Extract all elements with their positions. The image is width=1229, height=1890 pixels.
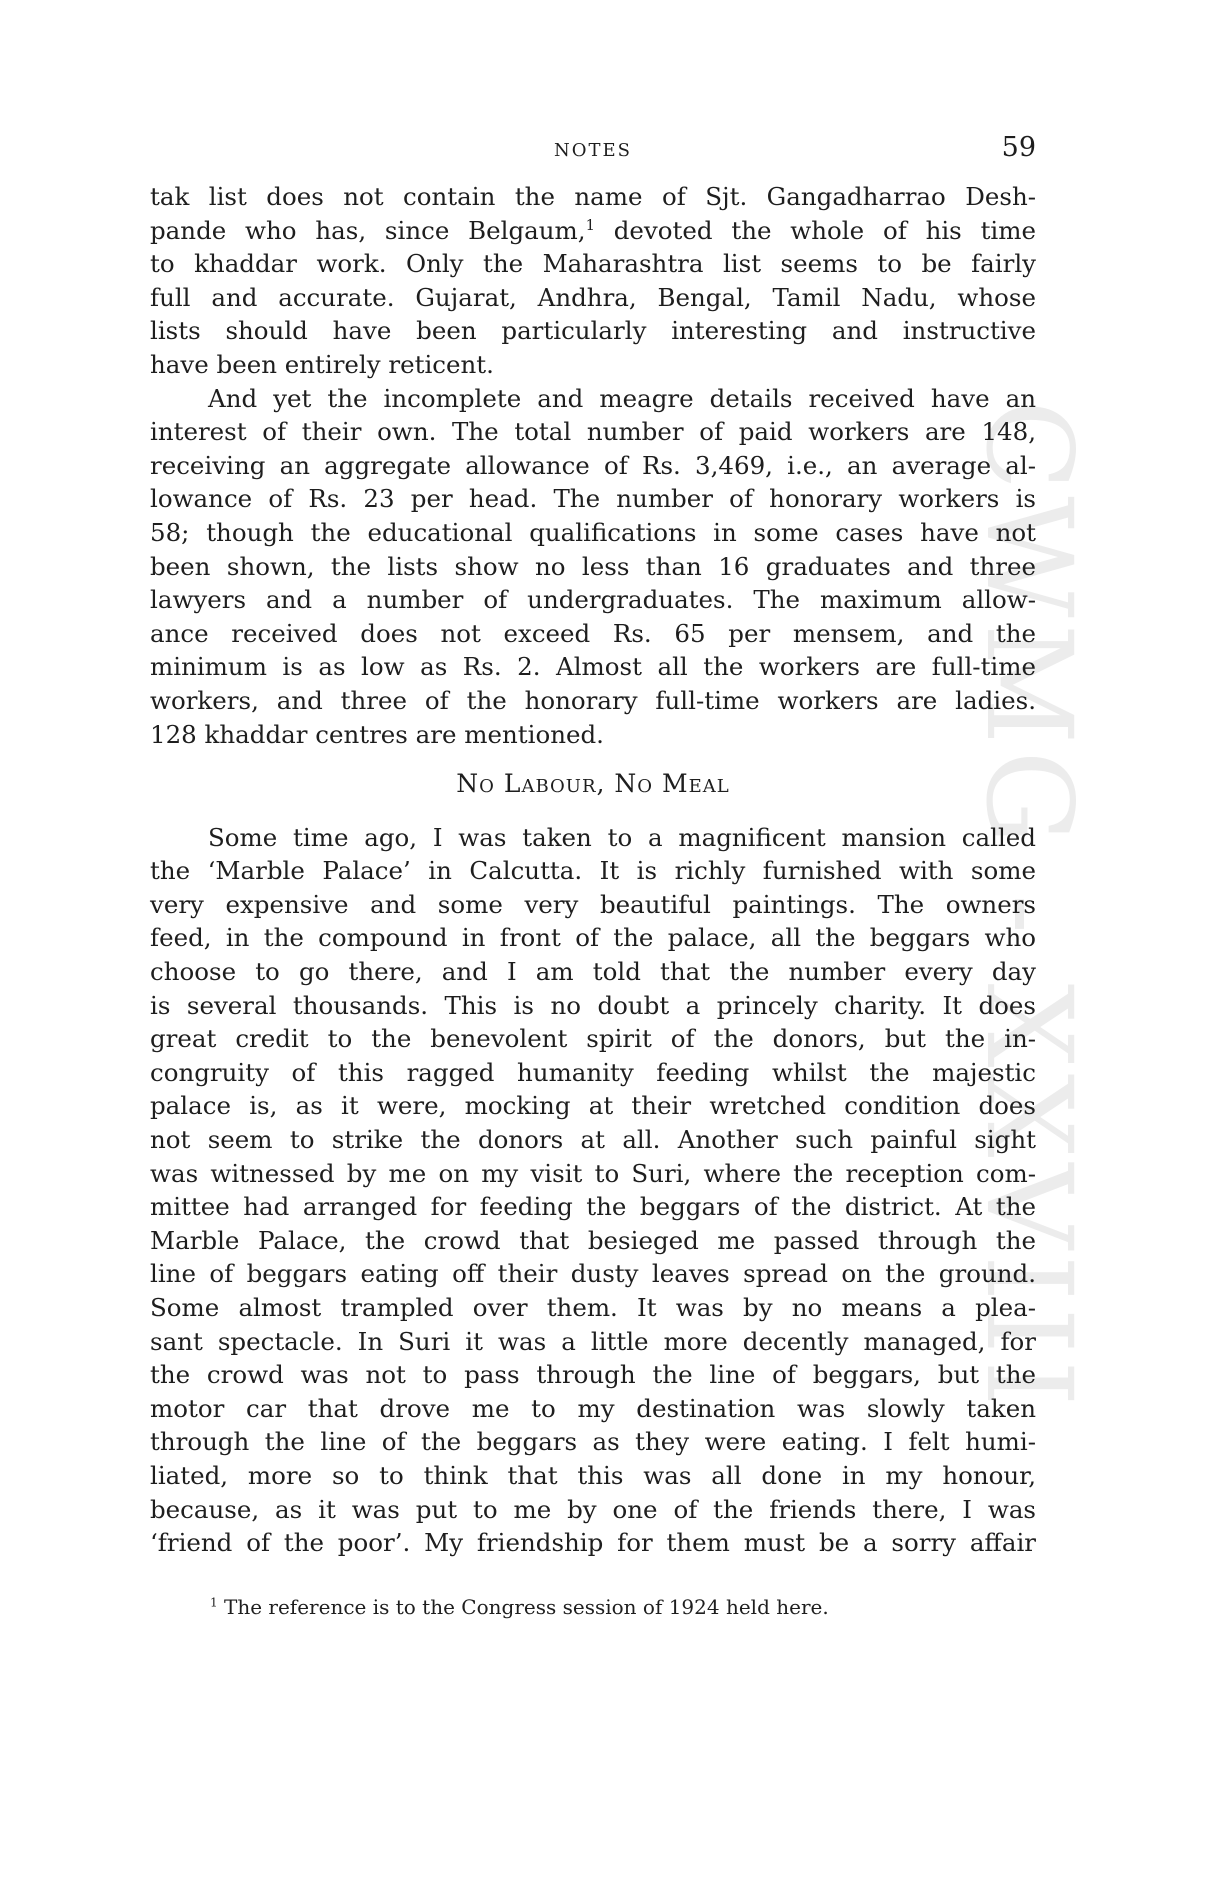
paragraph-line: Marble Palace, the crowd that besieged me passed through the: [150, 1225, 1036, 1255]
footnote-marker: 1: [585, 216, 595, 234]
paragraph-line: through the line of the beggars as they were eating. I felt humi-: [150, 1427, 1036, 1457]
paragraph-line: line of beggars eating off their dusty leaves spread on the ground.: [150, 1259, 1036, 1289]
running-head-title: NOTES: [554, 140, 632, 161]
paragraph-line: because, as it was put to me by one of the friends there, I was: [150, 1494, 1036, 1524]
paragraph-line: 58; though the educational qualifications in some cases have not: [150, 517, 1036, 547]
paragraph-line: And yet the incomplete and meagre details received have an: [208, 383, 1036, 413]
paragraph-line: Some time ago, I was taken to a magnificent mansion called: [208, 822, 1036, 852]
body-text: [150, 180, 1036, 1560]
paragraph-line: was witnessed by me on my visit to Suri, where the reception com-: [150, 1158, 1036, 1188]
line-fragment: devoted the whole of his time: [613, 215, 1036, 245]
paragraph-line: is several thousands. This is no doubt a princely charity. It does: [150, 990, 1036, 1020]
paragraph-line: lowance of Rs. 23 per head. The number of honorary workers is: [150, 484, 1036, 514]
paragraph-line: interest of their own. The total number of paid workers are 148,: [150, 417, 1036, 447]
paragraph-line: 128 khaddar centres are mentioned.: [150, 719, 604, 749]
paragraph-line: liated, more so to think that this was all done in my honour,: [150, 1460, 1036, 1490]
paragraph-line: mittee had arranged for feeding the beggars of the district. At the: [150, 1192, 1036, 1222]
line-fragment: pande who has, since Belgaum,: [150, 215, 586, 245]
paragraph-line: very expensive and some very beautiful paintings. The owners: [150, 889, 1036, 919]
paragraph-line: [150, 214, 1036, 248]
paragraph-line: tak list does not contain the name of Sjt. Gangadharrao Desh-: [150, 182, 1036, 211]
paragraph-line: congruity of this ragged humanity feeding whilst the majestic: [150, 1057, 1036, 1087]
paragraph-line: Some almost trampled over them. It was by no means a plea-: [150, 1293, 1036, 1322]
page-number: 59: [1001, 132, 1036, 163]
paragraph-line: sant spectacle. In Suri it was a little more decently managed, for: [150, 1326, 1036, 1356]
paragraph-line: workers, and three of the honorary full-time workers are ladies.: [150, 685, 1036, 715]
paragraph-line: full and accurate. Gujarat, Andhra, Bengal, Tamil Nadu, whose: [150, 282, 1036, 312]
paragraph-1: [150, 180, 1036, 382]
paragraph-line: ‘friend of the poor’. My friendship for them must be a sorry affair: [150, 1528, 1036, 1558]
footnote-text: The reference is to the Congress session of 1924 held here.: [224, 1595, 829, 1619]
section-heading: No Labour, No Meal: [456, 769, 730, 799]
running-head: [150, 132, 1036, 166]
paragraph-line: feed, in the compound in front of the palace, all the beggars who: [150, 923, 1036, 953]
paragraph-line: have been entirely reticent.: [150, 349, 494, 379]
paragraph-line: not seem to strike the donors at all. Another such painful sight: [150, 1125, 1036, 1155]
paragraph-line: to khaddar work. Only the Maharashtra list seems to be fairly: [150, 249, 1036, 279]
watermark-text: CWMG - XXVIII: [960, 400, 1098, 1413]
footnote-number: 1: [210, 1595, 218, 1610]
paragraph-line: been shown, the lists show no less than 16 graduates and three: [150, 551, 1036, 581]
footnote: [210, 1594, 970, 1620]
paragraph-line: minimum is as low as Rs. 2. Almost all the workers are full-time: [150, 652, 1036, 682]
paragraph-line: the crowd was not to pass through the line of beggars, but the: [150, 1360, 1036, 1390]
paragraph-line: the ‘Marble Palace’ in Calcutta. It is richly furnished with some: [150, 856, 1036, 886]
paragraph-line: ance received does not exceed Rs. 65 per mensem, and the: [150, 618, 1036, 648]
paragraph-line: motor car that drove me to my destination was slowly taken: [150, 1393, 1036, 1423]
paragraph-line: palace is, as it were, mocking at their wretched condition does: [150, 1091, 1036, 1121]
paragraph-3: [150, 821, 1036, 1560]
paragraph-2: [150, 382, 1036, 752]
paragraph-line: receiving an aggregate allowance of Rs. 3,469, i.e., an average al-: [150, 450, 1036, 480]
paragraph-line: lawyers and a number of undergraduates. The maximum allow-: [150, 585, 1036, 615]
paragraph-line: choose to go there, and I am told that the number every day: [150, 957, 1036, 987]
watermark: [960, 400, 1168, 1500]
paragraph-line: lists should have been particularly interesting and instructive: [150, 316, 1036, 346]
paragraph-line: great credit to the benevolent spirit of the donors, but the in-: [150, 1024, 1036, 1054]
